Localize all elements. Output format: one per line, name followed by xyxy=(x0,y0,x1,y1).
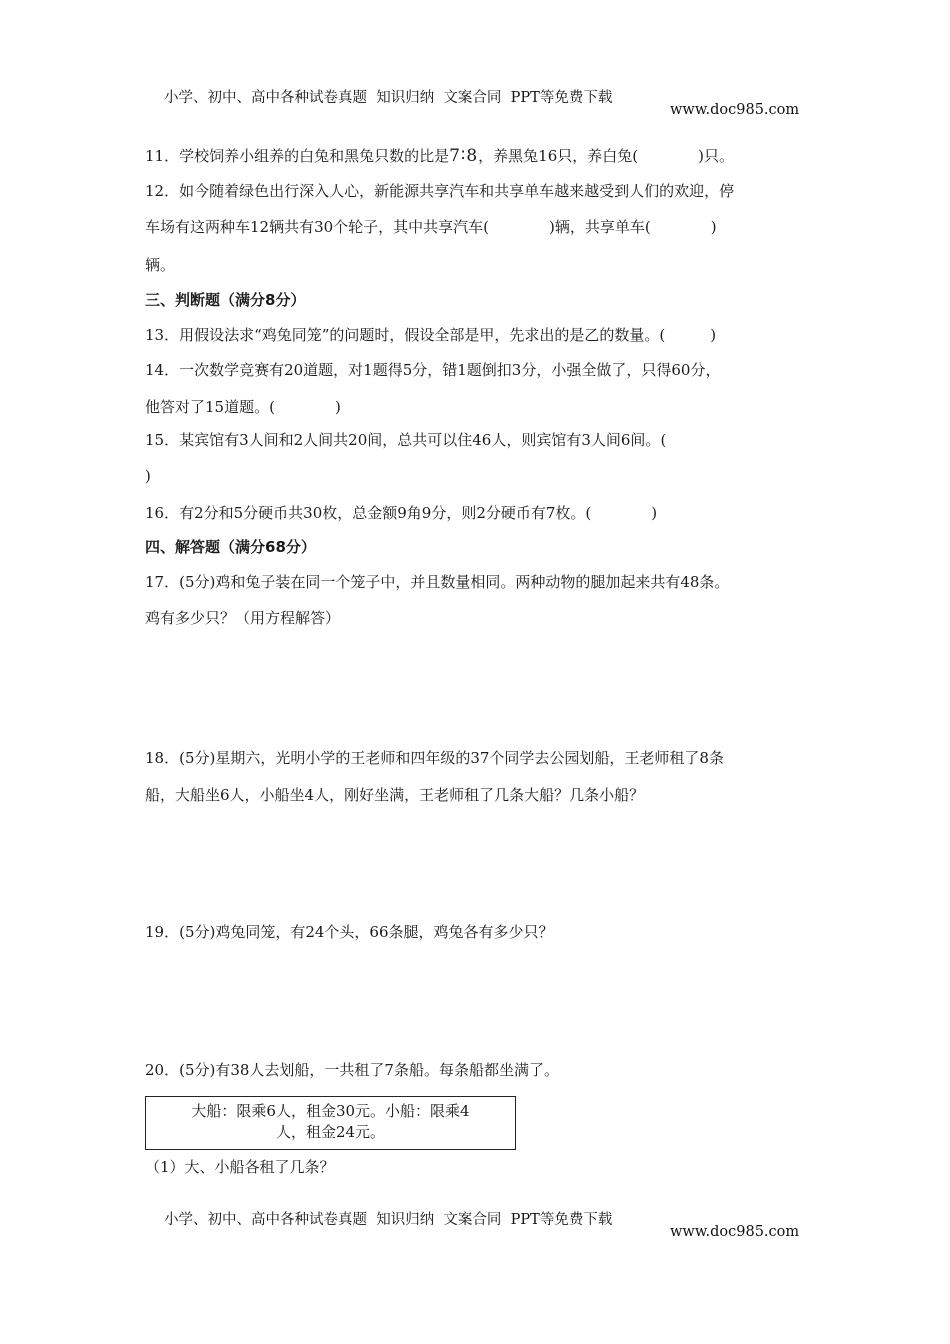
question-13: 13．用假设法求“鸡兔同笼”的问题时，假设全部是甲，先求出的是乙的数量。( ) xyxy=(145,326,717,344)
question-17-line-1: 17．(5分)鸡和兔子装在同一个笼子中，并且数量相同。两种动物的腿加起来共有48条。 xyxy=(145,573,730,591)
question-14-line-1: 14．一次数学竞赛有20道题，对1题得5分，错1题倒扣3分，小强全做了，只得60分， xyxy=(145,361,721,379)
question-16: 16．有2分和5分硬币共30枚，总金额9角9分，则2分硬币有7枚。( ) xyxy=(145,504,658,522)
question-12-line-2: 车场有这两种车12辆共有30个轮子，其中共享汽车( )辆，共享单车( ) xyxy=(145,218,717,236)
question-11 xyxy=(145,146,810,166)
question-20-sub-1: （1）大、小船各租了几条？ xyxy=(145,1158,335,1176)
question-18-line-1: 18．(5分)星期六，光明小学的王老师和四年级的37个同学去公园划船，王老师租了8条 xyxy=(145,749,724,767)
question-17-line-2: 鸡有多少只？（用方程解答） xyxy=(145,609,341,627)
question-12-line-3: 辆。 xyxy=(145,256,176,274)
page-footer xyxy=(0,1192,950,1240)
footer-site[interactable]: www.doc985.com xyxy=(670,1224,800,1240)
header-title: 小学、初中、高中各种试卷真题 知识归纳 文案合同 PPT等免费下载 xyxy=(164,90,613,106)
q11-text-after: ，养黑兔16只，养白兔( )只。 xyxy=(478,147,734,165)
question-20: 20．(5分)有38人去划船，一共租了7条船。每条船都坐满了。 xyxy=(145,1061,559,1079)
footer-title: 小学、初中、高中各种试卷真题 知识归纳 文案合同 PPT等免费下载 xyxy=(164,1212,613,1228)
q11-ratio: 7∶8 xyxy=(449,146,479,166)
question-15-line-2: ) xyxy=(145,467,151,485)
question-12-line-1: 12．如今随着绿色出行深入人心，新能源共享汽车和共享单车越来越受到人们的欢迎，停 xyxy=(145,182,735,200)
question-19: 19．(5分)鸡兔同笼，有24个头，66条腿，鸡兔各有多少只？ xyxy=(145,923,554,941)
boat-info-line-1: 大船：限乘6人，租金30元。小船：限乘4 xyxy=(191,1102,470,1120)
page-header xyxy=(0,70,950,118)
boat-info-box xyxy=(145,1096,516,1150)
q11-text-before: 11．学校饲养小组养的白兔和黑兔只数的比是 xyxy=(145,147,450,165)
question-14-line-2: 他答对了15道题。( ) xyxy=(145,398,341,416)
boat-info-line-2: 人，租金24元。 xyxy=(275,1123,386,1141)
question-18-line-2: 船，大船坐6人，小船坐4人，刚好坐满，王老师租了几条大船？几条小船？ xyxy=(145,786,645,804)
header-site[interactable]: www.doc985.com xyxy=(670,102,800,118)
question-15-line-1: 15．某宾馆有3人间和2人间共20间，总共可以住46人，则宾馆有3人间6间。( xyxy=(145,431,667,449)
section-3-heading: 三、判断题（满分8分） xyxy=(145,291,306,309)
section-4-heading: 四、解答题（满分68分） xyxy=(145,538,316,556)
